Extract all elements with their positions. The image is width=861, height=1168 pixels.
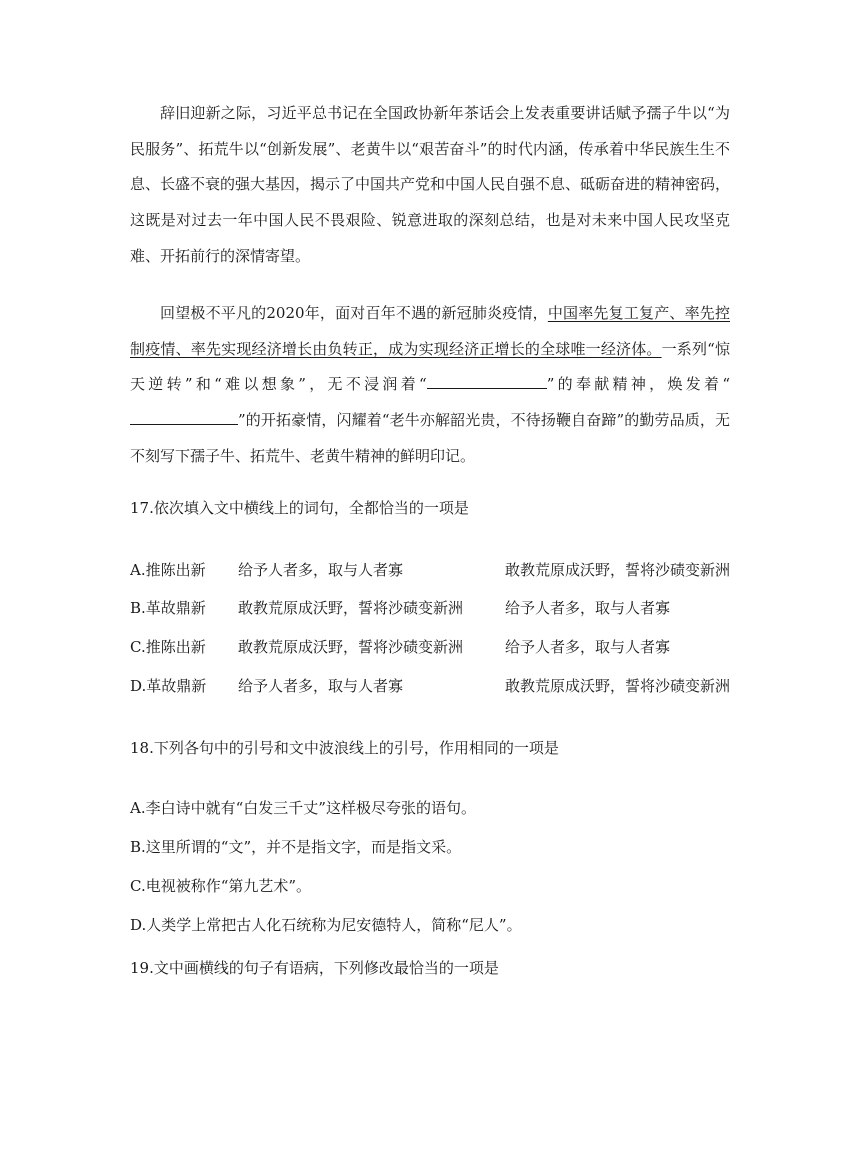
option-blank-1-text: 敢教荒原成沃野，誓将沙碛变新洲 [238,638,464,656]
underlined-sentence: 中国率先复工复产、率先控制疫情、率先实现经济增长由负转正，成为实现经济正增长的全球唯一经济体。 [130,304,730,358]
option-label: C.推陈出新 [130,638,206,656]
fill-blank-2 [130,409,238,425]
passage-paragraph-2 [130,296,730,475]
passage-paragraph-1: 辞旧迎新之际，习近平总书记在全国政协新年茶话会上发表重要讲话赋予孺子牛以“为民服务”、拓荒牛以“创新发展”、老黄牛以“艰苦奋斗”的时代内涵，传承着中华民族生生不息、长盛不衰的强大基因，揭示了中国共产党和中国人民自强不息、砥砺奋进的精神密码，这既是对过去一年中国人民不畏艰险、锐意进取的深刻总结，也是对未来中国人民攻坚克难、开拓前行的深情寄望。 [130,104,731,265]
q17-option-c [130,637,730,657]
option-blank-2-text: 敢教荒原成沃野，誓将沙碛变新洲 [505,561,731,579]
question-19-stem: 19.文中画横线的句子有语病，下列修改最恰当的一项是 [130,959,499,977]
question-17-stem: 17.依次填入文中横线上的词句，全都恰当的一项是 [130,499,469,517]
option-label: D.革故鼎新 [130,677,207,695]
option-blank-2-text: 敢教荒原成沃野，誓将沙碛变新洲 [505,677,731,695]
question-18-stem: 18.下列各句中的引号和文中波浪线上的引号，作用相同的一项是 [130,739,559,757]
passage-p2-part-d: ”的开拓豪情，闪耀着“老牛亦解韶光贵，不待扬鞭自奋蹄”的勤劳品质，无不刻写下孺子牛、拓荒牛、老黄牛精神的鲜明印记。 [130,411,730,465]
q17-option-d [130,676,730,696]
passage-p2-intro: 回望极不平凡的2020年，面对百年不遇的新冠肺炎疫情， [160,304,548,322]
fill-blank-1 [427,373,547,389]
option-blank-2-text: 给予人者多，取与人者寡 [505,638,671,656]
q18-option-c: C.电视被称作“第九艺术”。 [130,877,312,895]
option-label: B.革故鼎新 [130,599,206,617]
passage-p2-part-c: ”的奉献精神，焕发着“ [546,375,730,394]
option-blank-2-text: 给予人者多，取与人者寡 [505,599,671,617]
option-blank-1-text: 给予人者多，取与人者寡 [238,677,404,695]
option-label: A.推陈出新 [130,561,206,579]
q18-option-b: B.这里所谓的“文”，并不是指文字，而是指文采。 [130,838,462,856]
q18-option-a: A.李白诗中就有“白发三千丈”这样极尽夸张的语句。 [130,799,476,817]
q17-option-a [130,560,730,580]
q17-option-b [130,598,730,618]
option-blank-1-text: 敢教荒原成沃野，誓将沙碛变新洲 [238,599,464,617]
option-blank-1-text: 给予人者多，取与人者寡 [238,561,404,579]
passage-p2-part-b: 一系列“惊天逆转”和“难以想象”，无不浸润着“ [130,339,730,394]
q18-option-d: D.人类学上常把古人化石统称为尼安德特人，简称“尼人”。 [130,916,522,934]
